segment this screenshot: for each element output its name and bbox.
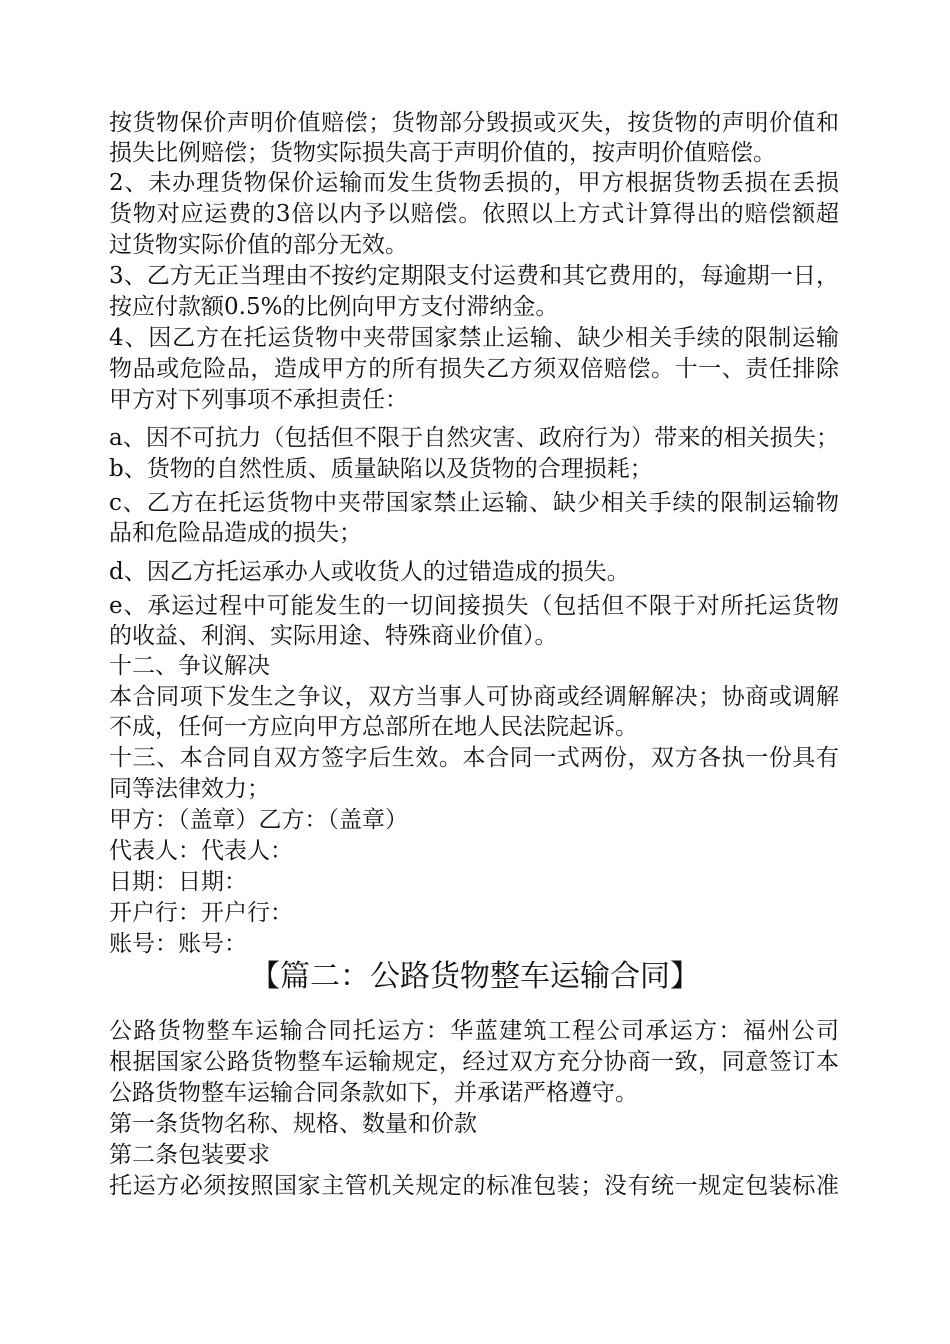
text-line: 公路货物整车运输合同条款如下，并承诺严格遵守。 [109, 1080, 638, 1106]
text-line: 按应付款额0.5%的比例向甲方支付滞纳金。 [109, 294, 559, 320]
text-line: 损失比例赔偿；货物实际损失高于声明价值的，按声明价值赔偿。 [109, 140, 776, 166]
text-line: 同等法律效力； [109, 776, 270, 802]
text-line: 的收益、利润、实际用途、特殊商业价值）。 [109, 623, 558, 649]
text-line: 按货物保价声明价值赔偿；货物部分毁损或灭失，按货物的声明价值和 [109, 110, 839, 136]
text-line: 账号：账号： [109, 931, 247, 957]
text-line: 代表人：代表人： [109, 838, 293, 864]
text-line: 根据国家公路货物整车运输规定，经过双方充分协商一致，同意签订本 [109, 1049, 839, 1075]
text-line: 3、乙方无正当理由不按约定期限支付运费和其它费用的，每逾期一日， [109, 263, 839, 289]
text-line: c、乙方在托运货物中夹带国家禁止运输、缺少相关手续的限制运输物 [109, 490, 839, 516]
text-line: b、货物的自然性质、质量缺陷以及货物的合理损耗； [109, 456, 653, 482]
text-line: 物品或危险品，造成甲方的所有损失乙方须双倍赔偿。十一、责任排除 [109, 356, 839, 382]
text-line: e、承运过程中可能发生的一切间接损失（包括但不限于对所托运货物 [109, 593, 839, 619]
text-line: 公路货物整车运输合同托运方：华蓝建筑工程公司承运方：福州公司 [109, 1018, 839, 1044]
text-line: 托运方必须按照国家主管机关规定的标准包装；没有统一规定包装标准 [109, 1173, 839, 1199]
text-line: 不成，任何一方应向甲方总部所在地人民法院起诉。 [109, 714, 638, 740]
text-line: d、因乙方托运承办人或收货人的过错造成的损失。 [109, 559, 630, 585]
text-line: 过货物实际价值的部分无效。 [109, 232, 408, 258]
text-line: 本合同项下发生之争议，双方当事人可协商或经调解解决；协商或调解 [109, 684, 839, 710]
section-heading: 【篇二：公路货物整车运输合同】 [250, 959, 700, 994]
text-line: 4、因乙方在托运货物中夹带国家禁止运输、缺少相关手续的限制运输 [109, 325, 839, 351]
text-line: 开户行：开户行： [109, 900, 293, 926]
text-line: a、因不可抗力（包括但不限于自然灾害、政府行为）带来的相关损失； [109, 425, 839, 451]
text-line: 甲方：（盖章）乙方：（盖章） [109, 807, 408, 833]
text-line: 甲方对下列事项不承担责任： [109, 387, 408, 413]
text-line: 十二、争议解决 [109, 653, 270, 679]
text-line: 第一条货物名称、规格、数量和价款 [109, 1111, 477, 1137]
text-line: 货物对应运费的3倍以内予以赔偿。依照以上方式计算得出的赔偿额超 [109, 201, 839, 227]
text-line: 品和危险品造成的损失； [109, 520, 362, 546]
text-line: 第二条包装要求 [109, 1142, 270, 1168]
text-line: 日期：日期： [109, 869, 247, 895]
text-line: 2、未办理货物保价运输而发生货物丢损的，甲方根据货物丢损在丢损 [109, 170, 839, 196]
text-line: 十三、本合同自双方签字后生效。本合同一式两份，双方各执一份具有 [109, 745, 839, 771]
